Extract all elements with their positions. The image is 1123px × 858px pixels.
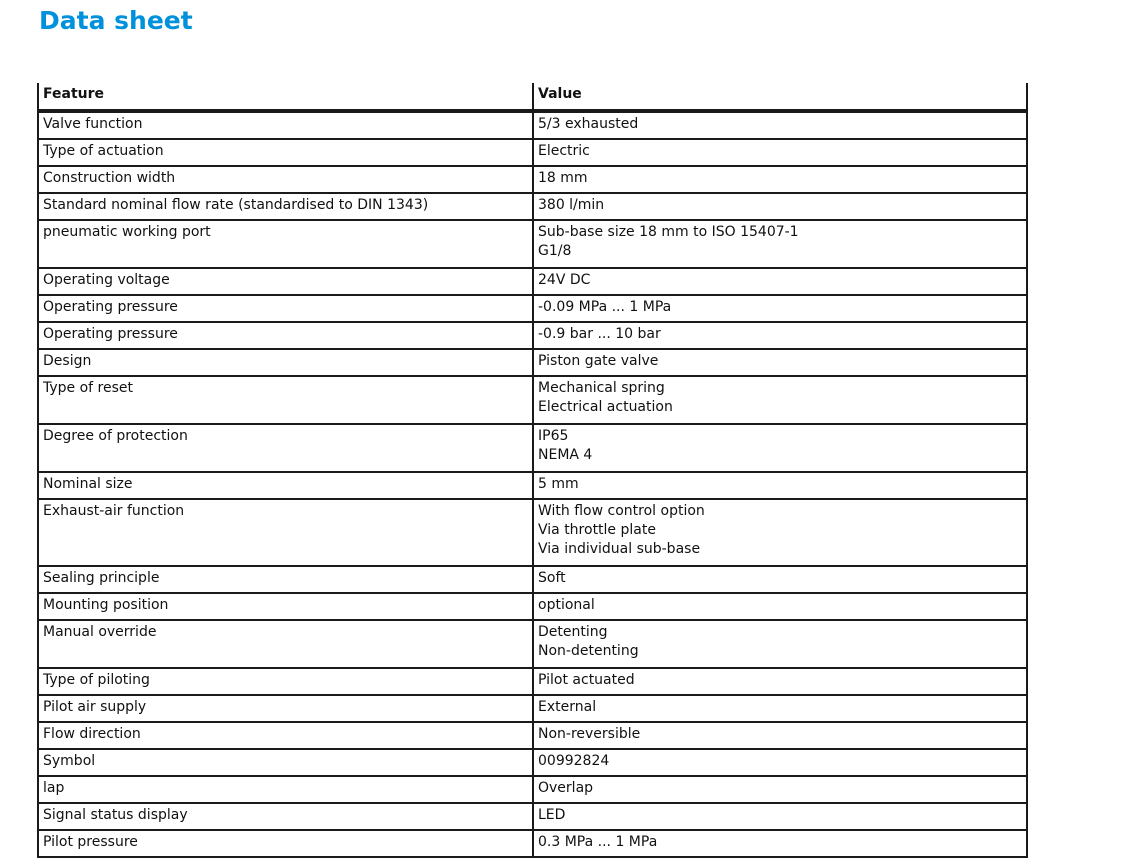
value-cell bbox=[533, 472, 1027, 499]
value-line: 00992824 bbox=[538, 753, 610, 769]
value-cell bbox=[533, 695, 1027, 722]
value-line: 380 l/min bbox=[538, 197, 605, 213]
feature-cell: Sealing principle bbox=[38, 566, 533, 593]
value-line: With flow control option bbox=[538, 503, 705, 519]
feature-cell: pneumatic working port bbox=[38, 220, 533, 268]
feature-cell: Pilot air supply bbox=[38, 695, 533, 722]
value-cell bbox=[533, 620, 1027, 668]
value-cell bbox=[533, 776, 1027, 803]
feature-cell: Standard nominal flow rate (standardised to DIN 1343) bbox=[38, 193, 533, 220]
value-line: LED bbox=[538, 807, 566, 823]
value-line: Detenting bbox=[538, 624, 608, 640]
value-line: Mechanical spring bbox=[538, 380, 665, 396]
feature-cell: Valve function bbox=[38, 111, 533, 139]
value-line: Non-detenting bbox=[538, 643, 639, 659]
value-line: -0.9 bar ... 10 bar bbox=[538, 326, 661, 342]
feature-cell: lap bbox=[38, 776, 533, 803]
value-line: 18 mm bbox=[538, 170, 588, 186]
value-line: -0.09 MPa ... 1 MPa bbox=[538, 299, 672, 315]
value-cell bbox=[533, 499, 1027, 566]
table-row bbox=[38, 166, 1027, 193]
feature-cell: Design bbox=[38, 349, 533, 376]
value-cell bbox=[533, 268, 1027, 295]
table-row bbox=[38, 139, 1027, 166]
feature-cell: Type of actuation bbox=[38, 139, 533, 166]
value-cell bbox=[533, 322, 1027, 349]
feature-cell: Type of piloting bbox=[38, 668, 533, 695]
value-line: Electric bbox=[538, 143, 590, 159]
value-line: 0.3 MPa ... 1 MPa bbox=[538, 834, 658, 850]
feature-cell: Exhaust-air function bbox=[38, 499, 533, 566]
value-line: NEMA 4 bbox=[538, 447, 593, 463]
value-line: Pilot actuated bbox=[538, 672, 635, 688]
feature-cell: Type of reset bbox=[38, 376, 533, 424]
feature-cell: Signal status display bbox=[38, 803, 533, 830]
value-line: Sub-base size 18 mm to ISO 15407-1 bbox=[538, 224, 799, 240]
table-row bbox=[38, 349, 1027, 376]
feature-cell: Flow direction bbox=[38, 722, 533, 749]
feature-cell: Mounting position bbox=[38, 593, 533, 620]
value-cell bbox=[533, 668, 1027, 695]
table-row bbox=[38, 376, 1027, 424]
table-row bbox=[38, 593, 1027, 620]
value-cell bbox=[533, 830, 1027, 857]
column-header-value: Value bbox=[533, 83, 1027, 111]
table-row bbox=[38, 424, 1027, 472]
value-line: Overlap bbox=[538, 780, 594, 796]
value-cell bbox=[533, 566, 1027, 593]
column-header-feature: Feature bbox=[38, 83, 533, 111]
table-row bbox=[38, 749, 1027, 776]
value-line: 5/3 exhausted bbox=[538, 116, 639, 132]
value-cell bbox=[533, 193, 1027, 220]
table-row bbox=[38, 803, 1027, 830]
data-sheet-table bbox=[37, 83, 1028, 858]
value-line: 24V DC bbox=[538, 272, 591, 288]
feature-cell: Operating voltage bbox=[38, 268, 533, 295]
table-row bbox=[38, 322, 1027, 349]
feature-cell: Symbol bbox=[38, 749, 533, 776]
table-row bbox=[38, 566, 1027, 593]
value-cell bbox=[533, 139, 1027, 166]
table-header-row bbox=[38, 83, 1027, 111]
value-cell bbox=[533, 111, 1027, 139]
feature-cell: Manual override bbox=[38, 620, 533, 668]
table-row bbox=[38, 499, 1027, 566]
table-row bbox=[38, 668, 1027, 695]
feature-cell: Operating pressure bbox=[38, 322, 533, 349]
feature-cell: Operating pressure bbox=[38, 295, 533, 322]
feature-cell: Construction width bbox=[38, 166, 533, 193]
value-line: Via individual sub-base bbox=[538, 541, 701, 557]
table-row bbox=[38, 620, 1027, 668]
table-row bbox=[38, 193, 1027, 220]
table-row bbox=[38, 776, 1027, 803]
value-line: Via throttle plate bbox=[538, 522, 656, 538]
value-cell bbox=[533, 376, 1027, 424]
value-line: Piston gate valve bbox=[538, 353, 659, 369]
value-line: optional bbox=[538, 597, 595, 613]
table-row bbox=[38, 472, 1027, 499]
value-cell bbox=[533, 220, 1027, 268]
value-line: Electrical actuation bbox=[538, 399, 673, 415]
table-row bbox=[38, 295, 1027, 322]
table-row bbox=[38, 695, 1027, 722]
value-cell bbox=[533, 722, 1027, 749]
value-line: 5 mm bbox=[538, 476, 579, 492]
table-row bbox=[38, 220, 1027, 268]
table-row bbox=[38, 111, 1027, 139]
value-cell bbox=[533, 803, 1027, 830]
table-body bbox=[38, 111, 1027, 857]
feature-cell: Degree of protection bbox=[38, 424, 533, 472]
table-row bbox=[38, 268, 1027, 295]
value-cell bbox=[533, 166, 1027, 193]
table-row bbox=[38, 722, 1027, 749]
page-title: Data sheet bbox=[39, 6, 193, 35]
value-cell bbox=[533, 424, 1027, 472]
value-cell bbox=[533, 349, 1027, 376]
feature-cell: Pilot pressure bbox=[38, 830, 533, 857]
value-cell bbox=[533, 593, 1027, 620]
value-line: IP65 bbox=[538, 428, 569, 444]
value-line: Soft bbox=[538, 570, 566, 586]
value-line: Non-reversible bbox=[538, 726, 641, 742]
feature-cell: Nominal size bbox=[38, 472, 533, 499]
table-row bbox=[38, 830, 1027, 857]
value-cell bbox=[533, 749, 1027, 776]
value-cell bbox=[533, 295, 1027, 322]
value-line: External bbox=[538, 699, 597, 715]
value-line: G1/8 bbox=[538, 243, 572, 259]
